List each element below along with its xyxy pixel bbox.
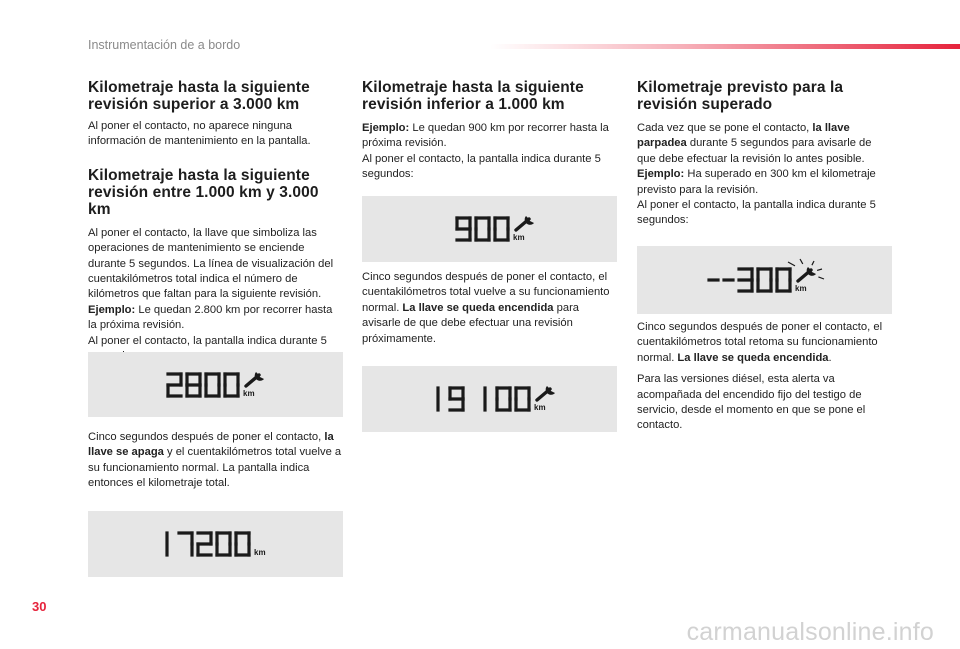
digit-glyph [168, 374, 181, 396]
km-unit-label: km [243, 389, 255, 398]
section-title-above-3000: Kilometraje hasta la siguiente revisión superior a 3.000 km [88, 79, 310, 113]
watermark: carmanualsonline.info [686, 618, 934, 646]
wrench-icon [788, 259, 824, 281]
km-unit-label: km [513, 233, 525, 242]
section-text-above-3000: Al poner el contacto, no aparece ninguna información de mantenimiento en la pantalla. [88, 120, 311, 148]
after-text-col3: Cinco segundos después de poner el contacto, el cuentakilómetros total retoma su funcionamiento normal. La llave se queda encendida. [637, 321, 883, 364]
digit-glyph [206, 374, 219, 396]
blink-ray [788, 262, 795, 266]
odometer-display-minus-300 [637, 246, 892, 314]
digit-glyph [758, 269, 771, 291]
digit-glyph [225, 374, 238, 396]
display-graphic [88, 352, 343, 417]
digit-glyph [187, 374, 200, 396]
km-unit-label: km [795, 284, 807, 293]
digit-glyph [777, 269, 790, 291]
column-3 [637, 79, 892, 229]
blink-ray [817, 269, 822, 270]
column-1-after [88, 430, 343, 492]
odometer-display-19100 [362, 366, 617, 432]
digit-glyph [516, 388, 529, 410]
digit-glyph [476, 218, 489, 240]
after-text-col1: Cinco segundos después de poner el contacto, la llave se apaga y el cuentakilómetros total vuelve a su funcionamiento normal. La pantalla indica entonces el kilometraje total. [88, 431, 342, 490]
header-accent-line [490, 44, 960, 49]
digit-glyph [450, 388, 463, 410]
digit-glyph [457, 218, 470, 240]
odometer-display-17200 [88, 511, 343, 577]
section-text-below-1000: Ejemplo: Le quedan 900 km por recorrer hasta la próxima revisión. Al poner el contacto, la pantalla indica durante 5 segundos: [362, 122, 609, 181]
section-title-1000-3000: Kilometraje hasta la siguiente revisión entre 1.000 km y 3.000 km [88, 166, 319, 218]
after-text-col2: Cinco segundos después de poner el contacto, el cuentakilómetros total vuelve a su funcionamiento normal. La llave se queda encendida para avisarle de que debe efectuar una revisión próximamente. [362, 271, 610, 345]
km-unit-label: km [534, 403, 546, 412]
km-unit-label: km [254, 548, 266, 557]
digit-glyph [179, 533, 192, 555]
wrench-icon [246, 372, 264, 386]
column-2-after [362, 270, 617, 347]
section-title-exceeded: Kilometraje previsto para la revisión superado [637, 79, 844, 113]
section-text-exceeded: Cada vez que se pone el contacto, la llave parpadea durante 5 segundos para avisarle de que debe efectuar la revisión lo antes posible. Ejemplo: Ha superado en 300 km el kilometraje previsto para la revisión. Al poner el contacto, la pantalla indica durante 5 segundos: [637, 122, 876, 227]
column-3-after [637, 320, 892, 434]
display-graphic [362, 366, 615, 432]
odometer-display-2800 [88, 352, 343, 417]
display-graphic [637, 246, 892, 314]
digit-glyph [495, 218, 508, 240]
column-2 [362, 79, 617, 183]
section-header: Instrumentación de a bordo [88, 38, 241, 52]
wrench-icon [516, 216, 534, 230]
blink-ray [818, 277, 824, 279]
display-graphic [88, 511, 340, 577]
section-text-1000-3000: Al poner el contacto, la llave que simboliza las operaciones de mantenimiento se enciende durante 5 segundos. La línea de visualización del cuentakilómetros total indica el número de kilómetros que faltan para la siguiente revisión. Ejemplo: Le quedan 2.800 km por recorrer hasta la próxima revisión. Al poner el contacto, la pantalla indica durante 5 [88, 226, 334, 347]
digit-glyph [198, 533, 211, 555]
display-graphic [362, 196, 615, 262]
digit-glyph [497, 388, 510, 410]
blink-ray [800, 259, 803, 264]
digit-glyph [236, 533, 249, 555]
digit-glyph [217, 533, 230, 555]
odometer-display-900 [362, 196, 617, 262]
wrench-icon [537, 386, 555, 400]
digit-glyph [739, 269, 752, 291]
section-title-below-1000: Kilometraje hasta la siguiente revisión inferior a 1.000 km [362, 79, 584, 113]
page-number: 30 [32, 599, 47, 614]
column-1 [88, 79, 343, 364]
diesel-note: Para las versiones diésel, esta alerta va acompañada del encendido fijo del testigo de servicio, desde el momento en que se pone el contacto. [637, 373, 866, 432]
blink-ray [812, 261, 814, 265]
